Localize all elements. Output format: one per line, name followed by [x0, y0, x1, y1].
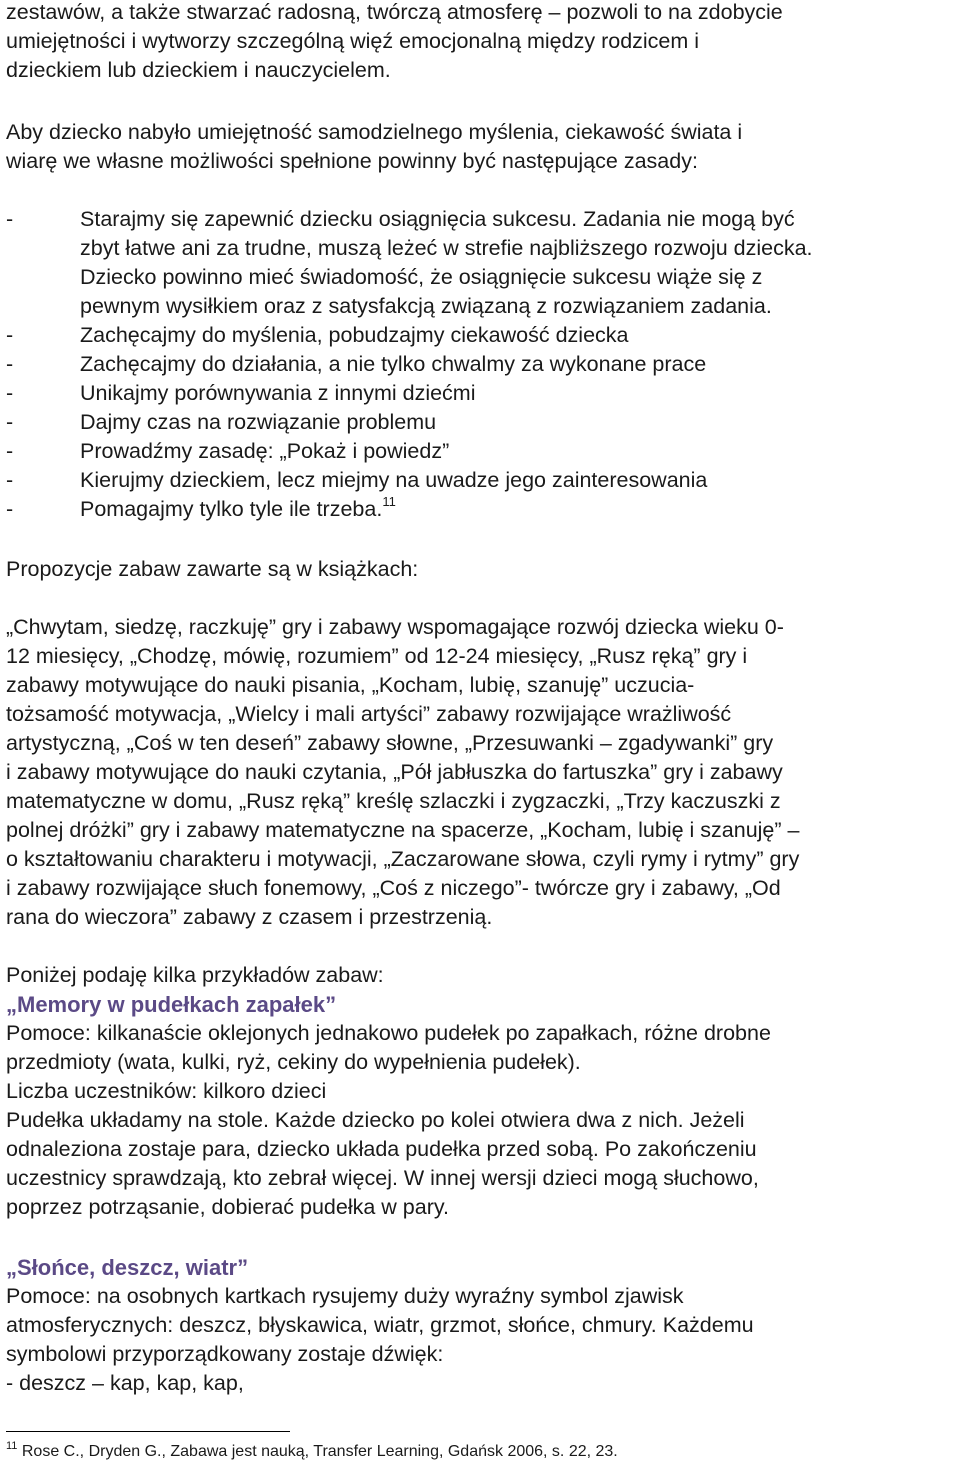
paragraph-line: polnej dróżki” gry i zabawy matematyczne na spacerze, „Kocham, lubię i szanuję” –: [6, 818, 800, 842]
list-item: [6, 379, 476, 408]
list-item-text: Starajmy się zapewnić dziecku osiągnięcia sukcesu. Zadania nie mogą być: [80, 207, 795, 231]
list-item-text: Pomagajmy tylko tyle ile trzeba.: [80, 497, 383, 521]
paragraph-line: zestawów, a także stwarzać radosną, twórczą atmosferę – pozwoli to na zdobycie: [6, 0, 783, 24]
paragraph-line: „Chwytam, siedzę, raczkuję” gry i zabawy wspomagające rozwój dziecka wieku 0-: [6, 615, 784, 639]
list-item-text: Dajmy czas na rozwiązanie problemu: [80, 410, 437, 434]
game-title: „Memory w pudełkach zapałek”: [6, 992, 337, 1017]
paragraph-line: 12 miesięcy, „Chodzę, mówię, rozumiem” od 12-24 miesięcy, „Rusz ręką” gry i: [6, 644, 748, 668]
footnote-separator: [6, 1431, 290, 1432]
list-dash: -: [6, 207, 14, 231]
list-dash: -: [6, 410, 14, 434]
paragraph-line: wiarę we własne możliwości spełnione powinny być następujące zasady:: [6, 149, 698, 173]
paragraph-line: Pomoce: na osobnych kartkach rysujemy duży wyraźny symbol zjawisk: [6, 1284, 684, 1308]
paragraph-line: artystyczną, „Coś w ten deseń” zabawy słowne, „Przesuwanki – zgadywanki” gry: [6, 731, 774, 755]
list-item-text: Kierujmy dzieckiem, lecz miejmy na uwadze jego zainteresowania: [80, 468, 708, 492]
list-item: [6, 495, 396, 524]
list-item-text: Unikajmy porównywania z innymi dziećmi: [80, 381, 476, 405]
footnote: [6, 1441, 618, 1463]
list-dash: -: [6, 497, 14, 521]
paragraph-line: uczestnicy sprawdzają, kto zebrał więcej. W innej wersji dzieci mogą słuchowo,: [6, 1166, 759, 1190]
list-dash: -: [6, 439, 14, 463]
list-item-text: Zachęcajmy do działania, a nie tylko chwalmy za wykonane prace: [80, 352, 707, 376]
list-dash: -: [6, 352, 14, 376]
list-item: [6, 205, 795, 234]
list-item-continuation: Dziecko powinno mieć świadomość, że osiągnięcie sukcesu wiąże się z: [80, 265, 763, 289]
list-item-continuation: pewnym wysiłkiem oraz z satysfakcją związaną z rozwiązaniem zadania.: [80, 294, 772, 318]
list-item: [6, 350, 706, 379]
paragraph-line: Pudełka układamy na stole. Każde dziecko po kolei otwiera dwa z nich. Jeżeli: [6, 1108, 745, 1132]
game-title: „Słońce, deszcz, wiatr”: [6, 1255, 249, 1280]
list-item-text: Prowadźmy zasadę: „Pokaż i powiedz”: [80, 439, 450, 463]
paragraph-line: rana do wieczora” zabawy z czasem i przestrzenią.: [6, 905, 493, 929]
paragraph-line: Liczba uczestników: kilkoro dzieci: [6, 1079, 327, 1103]
paragraph-line: poprzez potrząsanie, dobierać pudełka w pary.: [6, 1195, 449, 1219]
list-item-text: Zachęcajmy do myślenia, pobudzajmy ciekawość dziecka: [80, 323, 629, 347]
paragraph-line: dzieckiem lub dzieckiem i nauczycielem.: [6, 58, 391, 82]
paragraph-line: symbolowi przyporządkowany zostaje dźwięk:: [6, 1342, 444, 1366]
list-dash: -: [6, 468, 14, 492]
paragraph-line: atmosferycznych: deszcz, błyskawica, wiatr, grzmot, słońce, chmury. Każdemu: [6, 1313, 754, 1337]
paragraph-line: odnaleziona zostaje para, dziecko układa pudełka przed sobą. Po zakończeniu: [6, 1137, 757, 1161]
paragraph-line: tożsamość motywacja, „Wielcy i mali artyści” zabawy rozwijające wrażliwość: [6, 702, 732, 726]
paragraph-line: Poniżej podaję kilka przykładów zabaw:: [6, 963, 384, 987]
paragraph-line: zabawy motywujące do nauki pisania, „Kocham, lubię, szanuję” uczucia-: [6, 673, 695, 697]
footnote-ref: 11: [382, 494, 396, 509]
paragraph-line: matematyczne w domu, „Rusz ręką” kreślę szlaczki i zygzaczki, „Trzy kaczuszki z: [6, 789, 781, 813]
paragraph-line: Pomoce: kilkanaście oklejonych jednakowo pudełek po zapałkach, różne drobne: [6, 1021, 771, 1045]
paragraph-line: Aby dziecko nabyło umiejętność samodzielnego myślenia, ciekawość świata i: [6, 120, 743, 144]
paragraph-line: umiejętności i wytworzy szczególną więź emocjonalną między rodzicem i: [6, 29, 700, 53]
list-item: [6, 437, 449, 466]
list-dash: -: [6, 381, 14, 405]
list-item: [6, 408, 436, 437]
footnote-number: 11: [6, 1440, 18, 1452]
paragraph-line: przedmioty (wata, kulki, ryż, cekiny do wypełnienia pudełek).: [6, 1050, 581, 1074]
list-item: [6, 321, 629, 350]
paragraph-line: Propozycje zabaw zawarte są w książkach:: [6, 557, 419, 581]
list-dash: -: [6, 323, 14, 347]
paragraph-line: i zabawy rozwijające słuch fonemowy, „Coś z niczego”- twórcze gry i zabawy, „Od: [6, 876, 781, 900]
paragraph-line: o kształtowaniu charakteru i motywacji, „Zaczarowane słowa, czyli rymy i rytmy” gry: [6, 847, 800, 871]
list-item-continuation: zbyt łatwe ani za trudne, muszą leżeć w strefie najbliższego rozwoju dziecka.: [80, 236, 813, 260]
list-item: [6, 466, 707, 495]
paragraph-line: - deszcz – kap, kap, kap,: [6, 1371, 244, 1395]
paragraph-line: i zabawy motywujące do nauki czytania, „Pół jabłuszka do fartuszka” gry i zabawy: [6, 760, 783, 784]
footnote-text: Rose C., Dryden G., Zabawa jest nauką, Transfer Learning, Gdańsk 2006, s. 22, 23.: [21, 1443, 618, 1460]
